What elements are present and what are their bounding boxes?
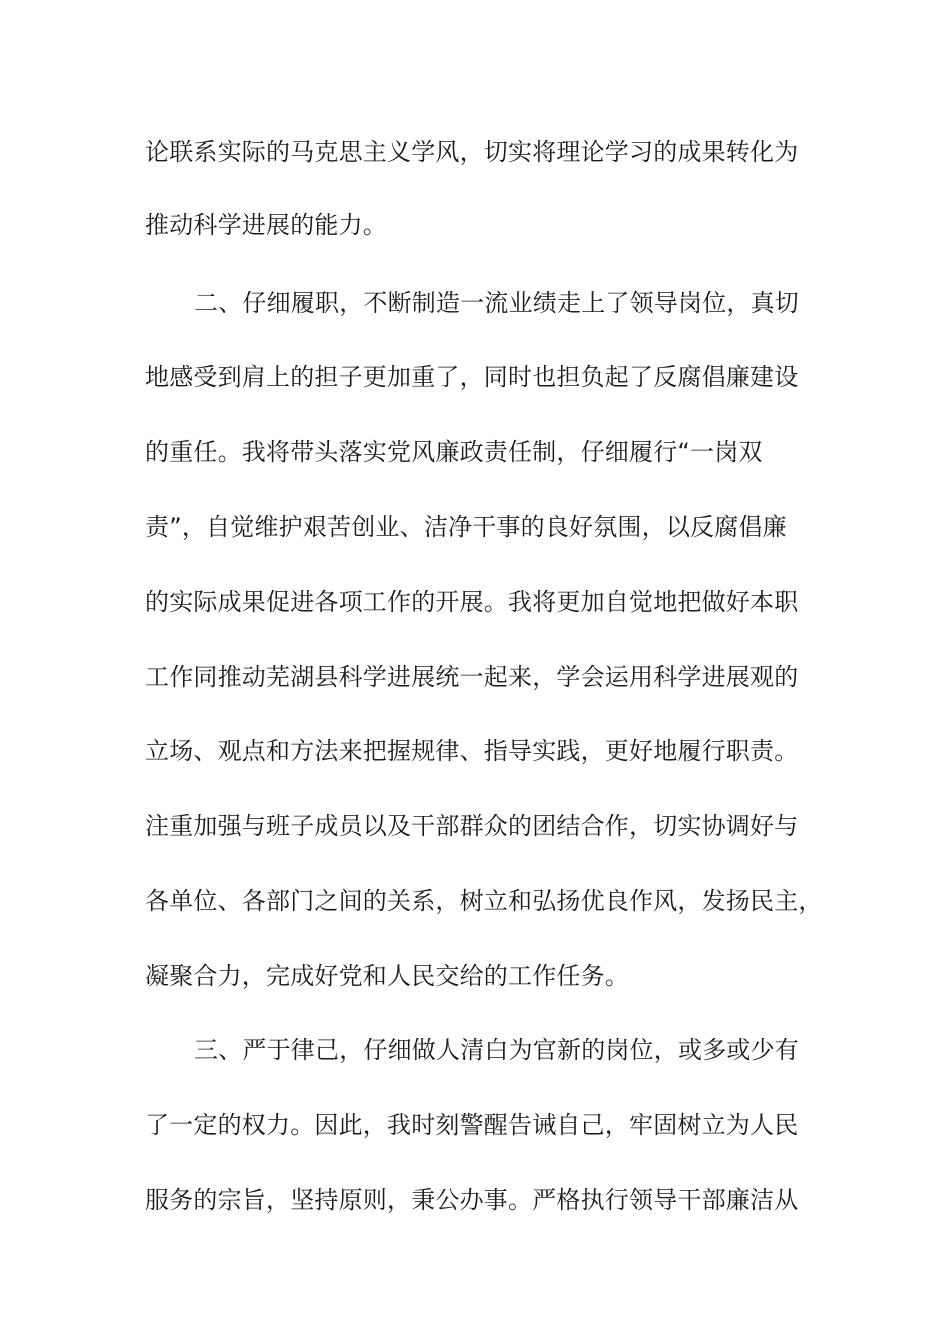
body-text-line: 服务的宗旨，坚持原则，秉公办事。严格执行领导干部廉洁从 (145, 1186, 799, 1214)
body-text-line: 责”，自觉维护艰苦创业、洁净干事的良好氛围，以反腐倡廉 (145, 513, 787, 541)
body-text-line: 推动科学进展的能力。 (145, 211, 387, 239)
body-text-line: 工作同推动芜湖县科学进展统一起来，学会运用科学进展观的 (145, 663, 799, 691)
body-text-line: 论联系实际的马克思主义学风，切实将理论学习的成果转化为 (145, 138, 799, 166)
body-text-line: 各单位、各部门之间的关系，树立和弘扬优良作风，发扬民主， (145, 887, 823, 915)
body-text-line: 了一定的权力。因此，我时刻警醒告诫自己，牢固树立为人民 (145, 1111, 799, 1139)
paragraph-heading-line: 二、仔细履职，不断制造一流业绩走上了领导岗位，真切 (194, 289, 799, 317)
body-text-line: 立场、观点和方法来把握规律、指导实践，更好地履行职责。 (145, 737, 799, 765)
body-text-line: 的实际成果促进各项工作的开展。我将更加自觉地把做好本职 (145, 588, 799, 616)
body-text-line: 注重加强与班子成员以及干部群众的团结合作，切实协调好与 (145, 812, 799, 840)
body-text-line: 凝聚合力，完成好党和人民交给的工作任务。 (145, 962, 629, 990)
body-text-line: 的重任。我将带头落实党风廉政责任制，仔细履行“一岗双 (145, 438, 763, 466)
body-text-line: 地感受到肩上的担子更加重了，同时也担负起了反腐倡廉建设 (145, 363, 799, 391)
paragraph-heading-line: 三、严于律己，仔细做人清白为官新的岗位，或多或少有 (194, 1036, 799, 1064)
